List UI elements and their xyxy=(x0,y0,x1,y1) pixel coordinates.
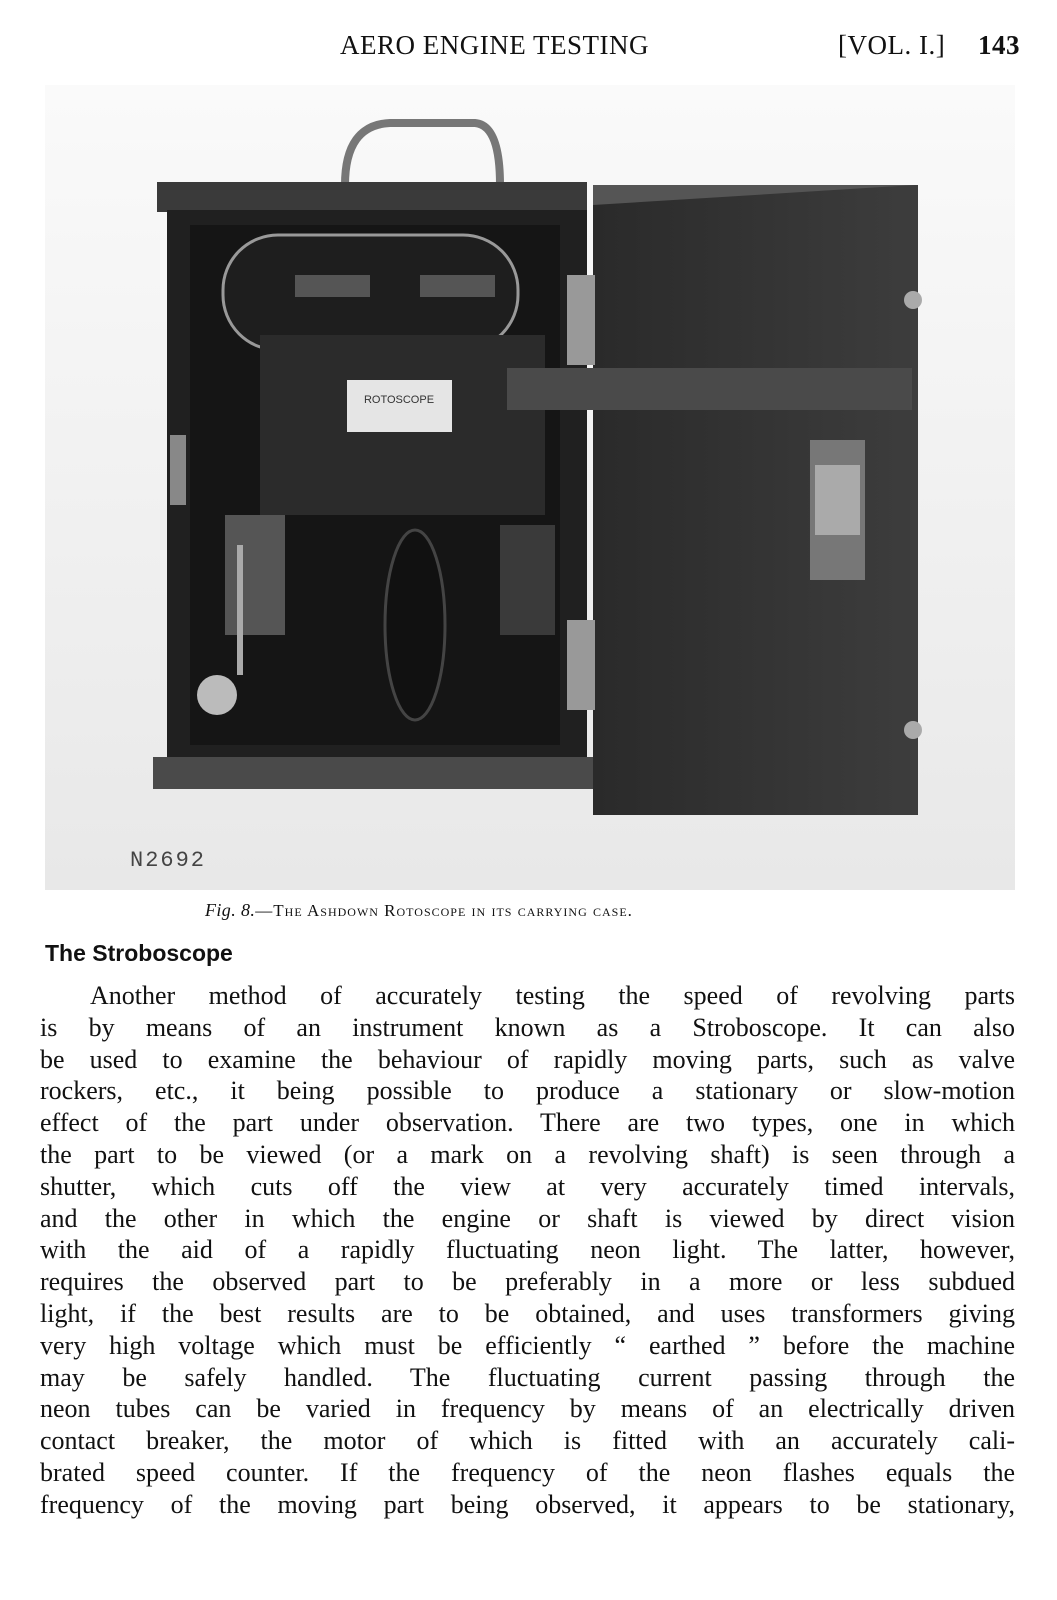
text-line: may be safely handled. The fluctuating current passing through the xyxy=(40,1362,1015,1392)
section-heading: The Stroboscope xyxy=(45,940,233,966)
negative-number: N2692 xyxy=(130,848,207,873)
running-header-volume: [VOL. I.] xyxy=(838,30,946,60)
figure-caption xyxy=(205,900,633,921)
text-line: rockers, etc., it being possible to produce a stationary or slow-motion xyxy=(40,1076,1015,1106)
text-line: be used to examine the behaviour of rapidly moving parts, such as valve xyxy=(40,1044,1015,1074)
text-line: and the other in which the engine or shaft is viewed by direct vision xyxy=(40,1203,1015,1233)
text-line: effect of the part under observation. There are two types, one in which xyxy=(40,1108,1015,1138)
rotoscope-photograph xyxy=(45,85,1015,890)
text-line: very high voltage which must be efficiently “ earthed ” before the machine xyxy=(40,1330,1015,1360)
caption-prefix: Fig. 8. xyxy=(205,900,256,920)
handle-grip xyxy=(385,530,445,720)
case-top xyxy=(157,182,587,212)
text-line: frequency of the moving part being observed, it appears to be stationary, xyxy=(40,1489,1015,1519)
hinge-bottom xyxy=(567,620,595,710)
text-line: requires the observed part to be preferably in a more or less subdued xyxy=(40,1267,1015,1297)
case-door xyxy=(593,185,918,815)
nameplate xyxy=(347,380,452,432)
text-line: shutter, which cuts off the view at very accurately timed intervals, xyxy=(40,1171,1015,1201)
nameplate-text: ROTOSCOPE xyxy=(363,394,435,406)
page-number: 143 xyxy=(978,30,1020,60)
text-line: contact breaker, the motor of which is fitted with an accurately cali- xyxy=(40,1426,1015,1456)
text-line: neon tubes can be varied in frequency by means of an electrically driven xyxy=(40,1394,1015,1424)
case-base xyxy=(153,757,595,789)
text-line: the part to be viewed (or a mark on a revolving shaft) is seen through a xyxy=(40,1139,1015,1169)
caption-text: —The Ashdown Rotoscope in its carrying case. xyxy=(255,901,633,920)
crank-knob xyxy=(197,675,237,715)
text-line: is by means of an instrument known as a Stroboscope. It can also xyxy=(40,1012,1015,1042)
shelf-bar xyxy=(507,368,912,410)
text-line: light, if the best results are to be obtained, and uses transformers giving xyxy=(40,1298,1015,1328)
hinge-top xyxy=(567,275,595,365)
text-line: Another method of accurately testing the speed of revolving parts xyxy=(90,981,1015,1010)
body-paragraph xyxy=(40,980,1015,1521)
text-line: brated speed counter. If the frequency of the neon flashes equals the xyxy=(40,1457,1015,1487)
text-line: with the aid of a rapidly fluctuating neon light. The latter, however, xyxy=(40,1235,1015,1265)
running-header-title: AERO ENGINE TESTING xyxy=(340,30,649,60)
